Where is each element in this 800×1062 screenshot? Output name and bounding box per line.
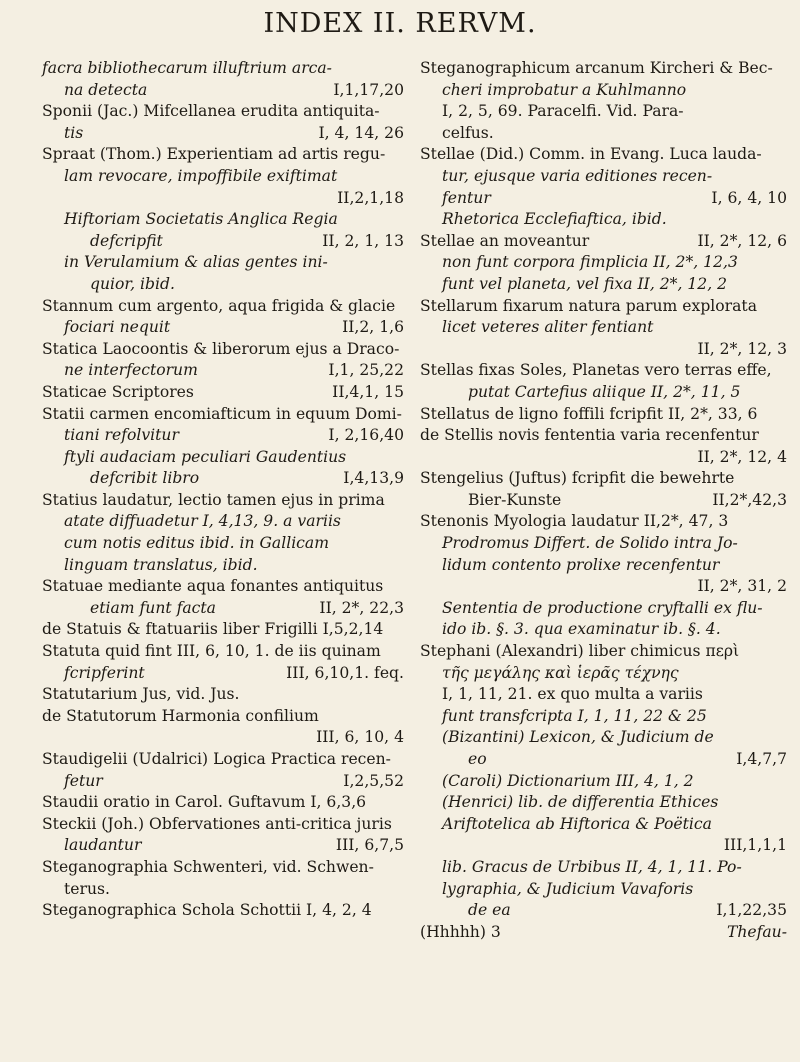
index-line xyxy=(42,231,412,253)
index-line xyxy=(420,576,795,598)
index-text: Statuae mediante aqua fonantes antiquitus xyxy=(42,577,384,596)
index-reference: III, 6,10,1. feq. xyxy=(286,663,404,682)
index-line xyxy=(42,555,412,577)
index-line xyxy=(42,814,412,836)
index-text: facra bibliothecarum illuftrium arca- xyxy=(42,59,332,77)
index-line xyxy=(420,209,795,231)
index-text: ido ib. §. 3. qua examinatur ib. §. 4. xyxy=(442,620,721,639)
index-line xyxy=(42,188,412,210)
index-text: I, 2, 5, 69. Paracelfi. Vid. Para- xyxy=(442,102,684,121)
signature-mark: (Hhhhh) 3 xyxy=(420,922,501,941)
index-line xyxy=(420,382,795,404)
index-reference: II,2,1,18 xyxy=(337,188,404,207)
index-line xyxy=(42,835,412,857)
index-line xyxy=(420,101,795,123)
index-line xyxy=(420,879,795,901)
index-text: Ariftotelica ab Hiftorica & Poëtica xyxy=(442,814,712,833)
index-text: cum notis editus ibid. in Gallicam xyxy=(64,534,330,553)
index-text: fetur xyxy=(64,771,103,790)
index-line xyxy=(420,533,795,555)
index-line xyxy=(420,296,795,318)
index-line xyxy=(42,879,412,901)
index-text: Rhetorica Ecclefiaftica, ibid. xyxy=(442,210,667,229)
index-line xyxy=(42,792,412,814)
index-reference: II, 2*, 12, 6 xyxy=(697,231,787,250)
index-text: etiam funt facta xyxy=(90,598,216,617)
index-text: Stannum cum argento, aqua frigida & glacie xyxy=(42,296,396,315)
index-reference: II,4,1, 15 xyxy=(332,382,404,401)
index-text: lidum contento prolixe recenfentur xyxy=(442,555,720,574)
index-line xyxy=(420,231,795,253)
index-text: linguam translatus, ibid. xyxy=(64,555,258,574)
index-text: (Henrici) lib. de differentia Ethices xyxy=(442,793,719,812)
index-line xyxy=(42,404,412,426)
index-line xyxy=(420,555,795,577)
index-text: ne interfectorum xyxy=(64,361,198,380)
index-text: (Caroli) Dictionarium III, 4, 1, 2 xyxy=(442,771,694,790)
index-reference: II, 2*, 22,3 xyxy=(319,598,404,617)
index-text: atate diffuadetur I, 4,13, 9. a variis xyxy=(64,512,341,531)
index-reference: II,2*,42,3 xyxy=(712,490,787,509)
index-line xyxy=(42,663,412,685)
index-text: eo xyxy=(468,750,487,768)
index-line xyxy=(420,80,795,102)
index-line xyxy=(42,144,412,166)
index-text: (Bizantini) Lexicon, & Judicium de xyxy=(442,728,714,747)
index-text: Sponii (Jac.) Mifcellanea erudita antiquita- xyxy=(42,102,380,121)
index-text: Stenonis Myologia laudatur II,2*, 47, 3 xyxy=(420,512,729,531)
index-reference: I, 2,16,40 xyxy=(328,426,404,445)
catchword: Thefau- xyxy=(726,922,787,941)
index-reference: I, 4, 14, 26 xyxy=(318,123,404,142)
index-reference: I,1, 25,22 xyxy=(328,361,404,380)
index-line xyxy=(420,857,795,879)
index-text: cheri improbatur a Kuhlmanno xyxy=(442,80,687,99)
index-text: Statius laudatur, lectio tamen ejus in prima xyxy=(42,490,385,509)
index-text: Stellae an moveantur xyxy=(420,231,590,250)
index-line xyxy=(420,749,795,771)
index-text: na detecta xyxy=(64,80,148,99)
index-text: de Statuis & ftatuariis liber Frigilli I,5,2,14 xyxy=(42,620,384,639)
index-reference: II, 2, 1, 13 xyxy=(322,231,404,250)
index-line xyxy=(42,58,412,80)
index-text: Steganographica Schola Schottii I, 4, 2, 4 xyxy=(42,901,372,920)
index-text: funt transfcripta I, 1, 11, 22 & 25 xyxy=(442,706,707,725)
index-text: non funt corpora fimplicia II, 2*, 12,3 xyxy=(442,253,738,272)
index-line xyxy=(420,511,795,533)
index-line xyxy=(42,360,412,382)
index-line xyxy=(420,814,795,836)
index-line xyxy=(42,317,412,339)
index-text: Sententia de productione cryftalli ex flu- xyxy=(442,598,763,617)
index-text: τῆς μεγάλης καὶ ἱερᾶς τέχνης xyxy=(442,663,679,682)
index-text: Statica Laocoontis & liberorum ejus a Draco- xyxy=(42,339,400,358)
index-line xyxy=(42,382,412,404)
index-text: celfus. xyxy=(442,123,494,142)
index-text: funt vel planeta, vel fixa II, 2*, 12, 2 xyxy=(442,274,728,293)
index-text: ftyli audaciam peculiari Gaudentius xyxy=(64,447,347,466)
index-text: fentur xyxy=(442,188,491,207)
index-line xyxy=(42,339,412,361)
index-line xyxy=(420,360,795,382)
left-column xyxy=(42,58,412,922)
index-line xyxy=(42,641,412,663)
index-text: Steganographicum arcanum Kircheri & Bec- xyxy=(420,59,773,77)
index-text: Statuta quid fint III, 6, 10, 1. de iis quinam xyxy=(42,642,381,661)
index-text: laudantur xyxy=(64,836,142,855)
index-line xyxy=(420,598,795,620)
index-reference: II,2, 1,6 xyxy=(342,318,404,337)
index-line xyxy=(42,123,412,145)
index-text: terus. xyxy=(64,879,110,898)
index-text: Staudii oratio in Carol. Guftavum I, 6,3,6 xyxy=(42,793,367,812)
index-text: Hiftoriam Societatis Anglica Regia xyxy=(64,210,338,229)
index-reference: III, 6, 10, 4 xyxy=(316,728,404,747)
index-text: fociari nequit xyxy=(64,318,171,337)
index-text: Steganographia Schwenteri, vid. Schwen- xyxy=(42,857,374,876)
index-text: quior, ibid. xyxy=(90,274,175,293)
index-line xyxy=(420,792,795,814)
index-reference: I,1,17,20 xyxy=(333,80,404,99)
index-text: de Stellis novis fententia varia recenfentur xyxy=(420,426,759,445)
index-line xyxy=(42,425,412,447)
index-line xyxy=(420,188,795,210)
index-reference: I, 6, 4, 10 xyxy=(711,188,787,207)
index-line xyxy=(420,274,795,296)
index-line xyxy=(42,209,412,231)
index-text: in Verulamium & alias gentes ini- xyxy=(64,253,328,272)
index-line xyxy=(420,317,795,339)
index-line xyxy=(420,404,795,426)
index-text: Stellatus de ligno foffili fcripfit II, 2*, 33, 6 xyxy=(420,404,758,423)
index-line xyxy=(420,58,795,80)
index-line xyxy=(42,749,412,771)
index-text: Spraat (Thom.) Experientiam ad artis regu- xyxy=(42,145,386,164)
index-text: defcribit libro xyxy=(90,469,200,488)
index-line xyxy=(42,80,412,102)
index-text: Prodromus Differt. de Solido intra Jo- xyxy=(442,534,738,553)
index-line xyxy=(42,252,412,274)
index-line xyxy=(42,101,412,123)
index-line xyxy=(420,123,795,145)
index-line xyxy=(420,144,795,166)
index-text: Bier-Kunste xyxy=(468,490,562,509)
index-text: Stellarum fixarum natura parum explorata xyxy=(420,296,757,315)
index-text: lib. Gracus de Urbibus II, 4, 1, 11. Po- xyxy=(442,857,742,876)
index-line xyxy=(420,727,795,749)
index-line xyxy=(42,706,412,728)
index-line xyxy=(420,641,795,663)
index-text: fcripferint xyxy=(64,663,145,682)
running-head: INDEX II. RERVM. xyxy=(263,8,537,39)
index-line xyxy=(420,835,795,857)
index-line xyxy=(42,274,412,296)
index-reference: II, 2*, 12, 4 xyxy=(697,447,787,466)
index-reference: I,2,5,52 xyxy=(343,771,404,790)
index-text: lygraphia, & Judicium Vavaforis xyxy=(442,879,694,898)
index-text: Steckii (Joh.) Obfervationes anti-critica juris xyxy=(42,814,392,833)
index-line xyxy=(420,490,795,512)
index-line xyxy=(420,684,795,706)
index-text: Stengelius (Juftus) fcripfit die bewehrte xyxy=(420,469,735,488)
index-line xyxy=(42,468,412,490)
index-line xyxy=(420,663,795,685)
index-line xyxy=(420,619,795,641)
index-line xyxy=(420,706,795,728)
index-line xyxy=(420,252,795,274)
footer-line xyxy=(420,922,795,944)
index-text: Stellae (Did.) Comm. in Evang. Luca lauda- xyxy=(420,145,762,164)
index-reference: I,1,22,35 xyxy=(716,901,787,920)
index-line xyxy=(420,468,795,490)
index-line xyxy=(420,771,795,793)
index-line xyxy=(420,166,795,188)
index-text: tis xyxy=(64,123,84,142)
index-line xyxy=(420,900,795,922)
index-line xyxy=(42,447,412,469)
index-text: Statutarium Jus, vid. Jus. xyxy=(42,685,240,704)
index-text: putat Cartefius aliique II, 2*, 11, 5 xyxy=(468,382,741,401)
index-line xyxy=(42,533,412,555)
index-reference: III,1,1,1 xyxy=(723,836,787,855)
index-line xyxy=(420,447,795,469)
index-line xyxy=(42,490,412,512)
index-line xyxy=(42,619,412,641)
index-text: Staticae Scriptores xyxy=(42,382,194,401)
index-reference: II, 2*, 12, 3 xyxy=(697,339,787,358)
index-text: de Statutorum Harmonia confilium xyxy=(42,706,319,725)
index-text: licet veteres aliter fentiant xyxy=(442,318,654,337)
index-text: Stephani (Alexandri) liber chimicus περὶ xyxy=(420,642,740,661)
index-reference: I,4,13,9 xyxy=(343,469,404,488)
index-line xyxy=(42,296,412,318)
index-text: I, 1, 11, 21. ex quo multa a variis xyxy=(442,685,703,704)
index-line xyxy=(42,576,412,598)
index-reference: I,4,7,7 xyxy=(736,750,787,768)
index-reference: II, 2*, 31, 2 xyxy=(697,577,787,596)
index-line xyxy=(420,339,795,361)
index-text: tur, ejusque varia editiones recen- xyxy=(442,166,713,185)
index-line xyxy=(42,727,412,749)
index-text: Staudigelii (Udalrici) Logica Practica recen- xyxy=(42,750,391,768)
index-line xyxy=(42,511,412,533)
index-text: tiani refolvitur xyxy=(64,426,179,445)
index-text: Stellas fixas Soles, Planetas vero terras effe, xyxy=(420,361,772,380)
index-line xyxy=(420,425,795,447)
index-line xyxy=(42,684,412,706)
index-text: lam revocare, impoffibile exiftimat xyxy=(64,166,338,185)
index-text: defcripfit xyxy=(90,231,163,250)
index-reference: III, 6,7,5 xyxy=(335,836,404,855)
index-line xyxy=(42,166,412,188)
index-line xyxy=(42,900,412,922)
index-line xyxy=(42,857,412,879)
index-line xyxy=(42,771,412,793)
index-text: Statii carmen encomiafticum in equum Domi- xyxy=(42,404,402,423)
right-column xyxy=(420,58,795,943)
index-text: de ea xyxy=(468,901,511,920)
index-line xyxy=(42,598,412,620)
